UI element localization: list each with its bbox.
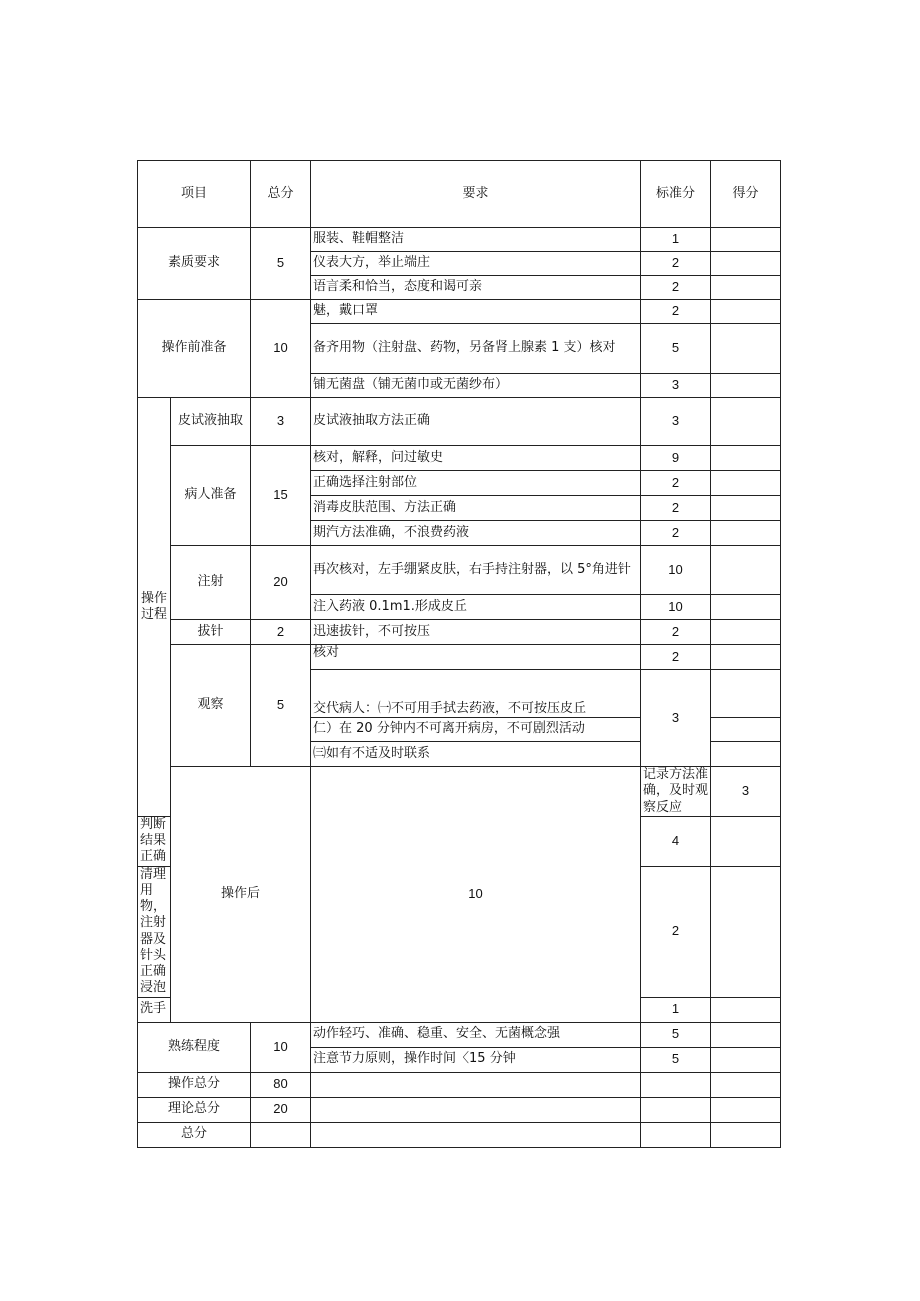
subgroup-score: 20 — [251, 546, 311, 620]
total-score: 80 — [251, 1072, 311, 1097]
requirement-cell: 判断结果正确 — [138, 816, 171, 866]
subgroup-score: 2 — [251, 620, 311, 645]
requirement-cell: 再次核对，左手绷紧皮肤，右手持注射器，以 5°角进针 — [311, 546, 641, 595]
requirement-cell: 迅速拔针，不可按压 — [311, 620, 641, 645]
total-score: 20 — [251, 1097, 311, 1122]
earned-score-cell[interactable] — [711, 1122, 781, 1147]
standard-score-cell: 2 — [641, 252, 711, 276]
requirement-cell: 洗手 — [138, 997, 171, 1022]
requirement-cell — [311, 1072, 641, 1097]
standard-score-cell: 2 — [641, 620, 711, 645]
standard-score-cell: 3 — [641, 670, 711, 767]
subgroup-score: 5 — [251, 645, 311, 767]
group-score: 10 — [251, 1022, 311, 1072]
requirement-cell: 核对 — [311, 645, 641, 670]
header-requirement: 要求 — [311, 161, 641, 228]
earned-score-cell[interactable] — [711, 471, 781, 496]
total-label: 操作总分 — [138, 1072, 251, 1097]
standard-score-cell — [641, 1097, 711, 1122]
requirement-cell: 清理用物，注射器及针头正确浸泡 — [138, 866, 171, 997]
standard-score-cell: 2 — [641, 866, 711, 997]
earned-score-cell[interactable] — [711, 398, 781, 446]
subgroup-name: 皮试液抽取 — [171, 398, 251, 446]
group-score: 5 — [251, 228, 311, 300]
requirement-cell: 备齐用物（注射盘、药物，另备肾上腺素 1 支）核对 — [311, 324, 641, 374]
subgroup-score: 3 — [251, 398, 311, 446]
header-standard-score: 标准分 — [641, 161, 711, 228]
group-name: 素质要求 — [138, 228, 251, 300]
earned-score-cell[interactable] — [711, 374, 781, 398]
subgroup-name: 病人准备 — [171, 446, 251, 546]
standard-score-cell: 5 — [641, 324, 711, 374]
subgroup-name: 拔针 — [171, 620, 251, 645]
total-row — [138, 1072, 781, 1097]
table-row — [138, 300, 781, 324]
earned-score-cell[interactable] — [711, 620, 781, 645]
earned-score-cell[interactable] — [711, 276, 781, 300]
requirement-cell: 皮试液抽取方法正确 — [311, 398, 641, 446]
total-score — [251, 1122, 311, 1147]
earned-score-cell[interactable] — [711, 645, 781, 670]
standard-score-cell — [641, 1122, 711, 1147]
subgroup-score: 15 — [251, 446, 311, 546]
earned-score-cell[interactable] — [711, 446, 781, 471]
header-row — [138, 161, 781, 228]
requirement-cell — [311, 1097, 641, 1122]
earned-score-cell[interactable] — [711, 546, 781, 595]
earned-score-cell[interactable] — [711, 718, 781, 742]
earned-score-cell[interactable] — [711, 866, 781, 997]
standard-score-cell: 1 — [641, 228, 711, 252]
total-row — [138, 1122, 781, 1147]
header-item: 项目 — [138, 161, 251, 228]
requirement-cell: 魅，戴口罩 — [311, 300, 641, 324]
requirement-cell: 动作轻巧、准确、稳重、安全、无菌概念强 — [311, 1022, 641, 1047]
standard-score-cell: 5 — [641, 1022, 711, 1047]
subgroup-name: 观察 — [171, 645, 251, 767]
group-name-vertical: 操作过程 — [138, 398, 171, 817]
requirement-cell: 仪表大方，举止端庄 — [311, 252, 641, 276]
group-score: 10 — [251, 300, 311, 398]
standard-score-cell: 2 — [641, 300, 711, 324]
standard-score-cell — [641, 1072, 711, 1097]
requirement-cell — [311, 1122, 641, 1147]
earned-score-cell[interactable] — [711, 1097, 781, 1122]
standard-score-cell: 4 — [641, 816, 711, 866]
earned-score-cell[interactable] — [711, 496, 781, 521]
standard-score-cell: 2 — [641, 276, 711, 300]
earned-score-cell[interactable] — [711, 670, 781, 718]
standard-score-cell: 1 — [641, 997, 711, 1022]
standard-score-cell: 2 — [641, 496, 711, 521]
requirement-cell: 铺无菌盘（铺无菌巾或无菌纱布） — [311, 374, 641, 398]
table-row — [138, 645, 781, 670]
earned-score-cell[interactable] — [711, 252, 781, 276]
table-row — [138, 620, 781, 645]
table-row — [138, 546, 781, 595]
header-earned-score: 得分 — [711, 161, 781, 228]
earned-score-cell[interactable] — [711, 1072, 781, 1097]
subgroup-name: 注射 — [171, 546, 251, 620]
requirement-cell: 仁）在 20 分钟内不可离开病房，不可剧烈活动 — [311, 718, 641, 742]
group-score: 10 — [311, 767, 641, 1023]
table-row — [138, 446, 781, 471]
group-name: 操作前准备 — [138, 300, 251, 398]
total-label: 理论总分 — [138, 1097, 251, 1122]
table-row — [138, 767, 781, 817]
standard-score-cell: 3 — [641, 374, 711, 398]
group-name: 操作后 — [171, 767, 311, 1023]
requirement-cell: 交代病人：㈠不可用手拭去药液，不可按压皮丘 — [311, 670, 641, 718]
table-row — [138, 228, 781, 252]
total-label: 总分 — [138, 1122, 251, 1147]
scoring-sheet — [137, 160, 780, 1148]
earned-score-cell[interactable] — [711, 816, 781, 866]
standard-score-cell: 9 — [641, 446, 711, 471]
standard-score-cell: 3 — [641, 398, 711, 446]
standard-score-cell: 2 — [641, 471, 711, 496]
total-row — [138, 1097, 781, 1122]
standard-score-cell: 2 — [641, 521, 711, 546]
requirement-cell: 注意节力原则，操作时间〈15 分钟 — [311, 1047, 641, 1072]
earned-score-cell[interactable] — [711, 1022, 781, 1047]
standard-score-cell: 10 — [641, 546, 711, 595]
requirement-cell: 语言柔和恰当，态度和谒可亲 — [311, 276, 641, 300]
requirement-cell: 注入药液 0.1m1.形成皮丘 — [311, 595, 641, 620]
requirement-cell: 服装、鞋帽整洁 — [311, 228, 641, 252]
scoring-table — [137, 160, 781, 1148]
standard-score-cell: 5 — [641, 1047, 711, 1072]
requirement-cell: 消毒皮肤范围、方法正确 — [311, 496, 641, 521]
earned-score-cell[interactable] — [711, 595, 781, 620]
group-name: 熟练程度 — [138, 1022, 251, 1072]
earned-score-cell[interactable] — [711, 997, 781, 1022]
requirement-cell: 正确选择注射部位 — [311, 471, 641, 496]
earned-score-cell[interactable] — [711, 300, 781, 324]
earned-score-cell[interactable] — [711, 742, 781, 767]
table-row — [138, 1022, 781, 1047]
standard-score-cell: 3 — [711, 767, 781, 817]
earned-score-cell[interactable] — [711, 521, 781, 546]
standard-score-cell: 2 — [641, 645, 711, 670]
earned-score-cell[interactable] — [711, 1047, 781, 1072]
earned-score-cell[interactable] — [711, 324, 781, 374]
requirement-cell: ㈢如有不适及时联系 — [311, 742, 641, 767]
standard-score-cell: 10 — [641, 595, 711, 620]
header-total: 总分 — [251, 161, 311, 228]
requirement-cell: 核对，解释，问过敏史 — [311, 446, 641, 471]
earned-score-cell[interactable] — [711, 228, 781, 252]
requirement-cell: 期汽方法准确，不浪费药液 — [311, 521, 641, 546]
table-row — [138, 398, 781, 446]
requirement-cell: 记录方法准确，及时观察反应 — [641, 767, 711, 817]
